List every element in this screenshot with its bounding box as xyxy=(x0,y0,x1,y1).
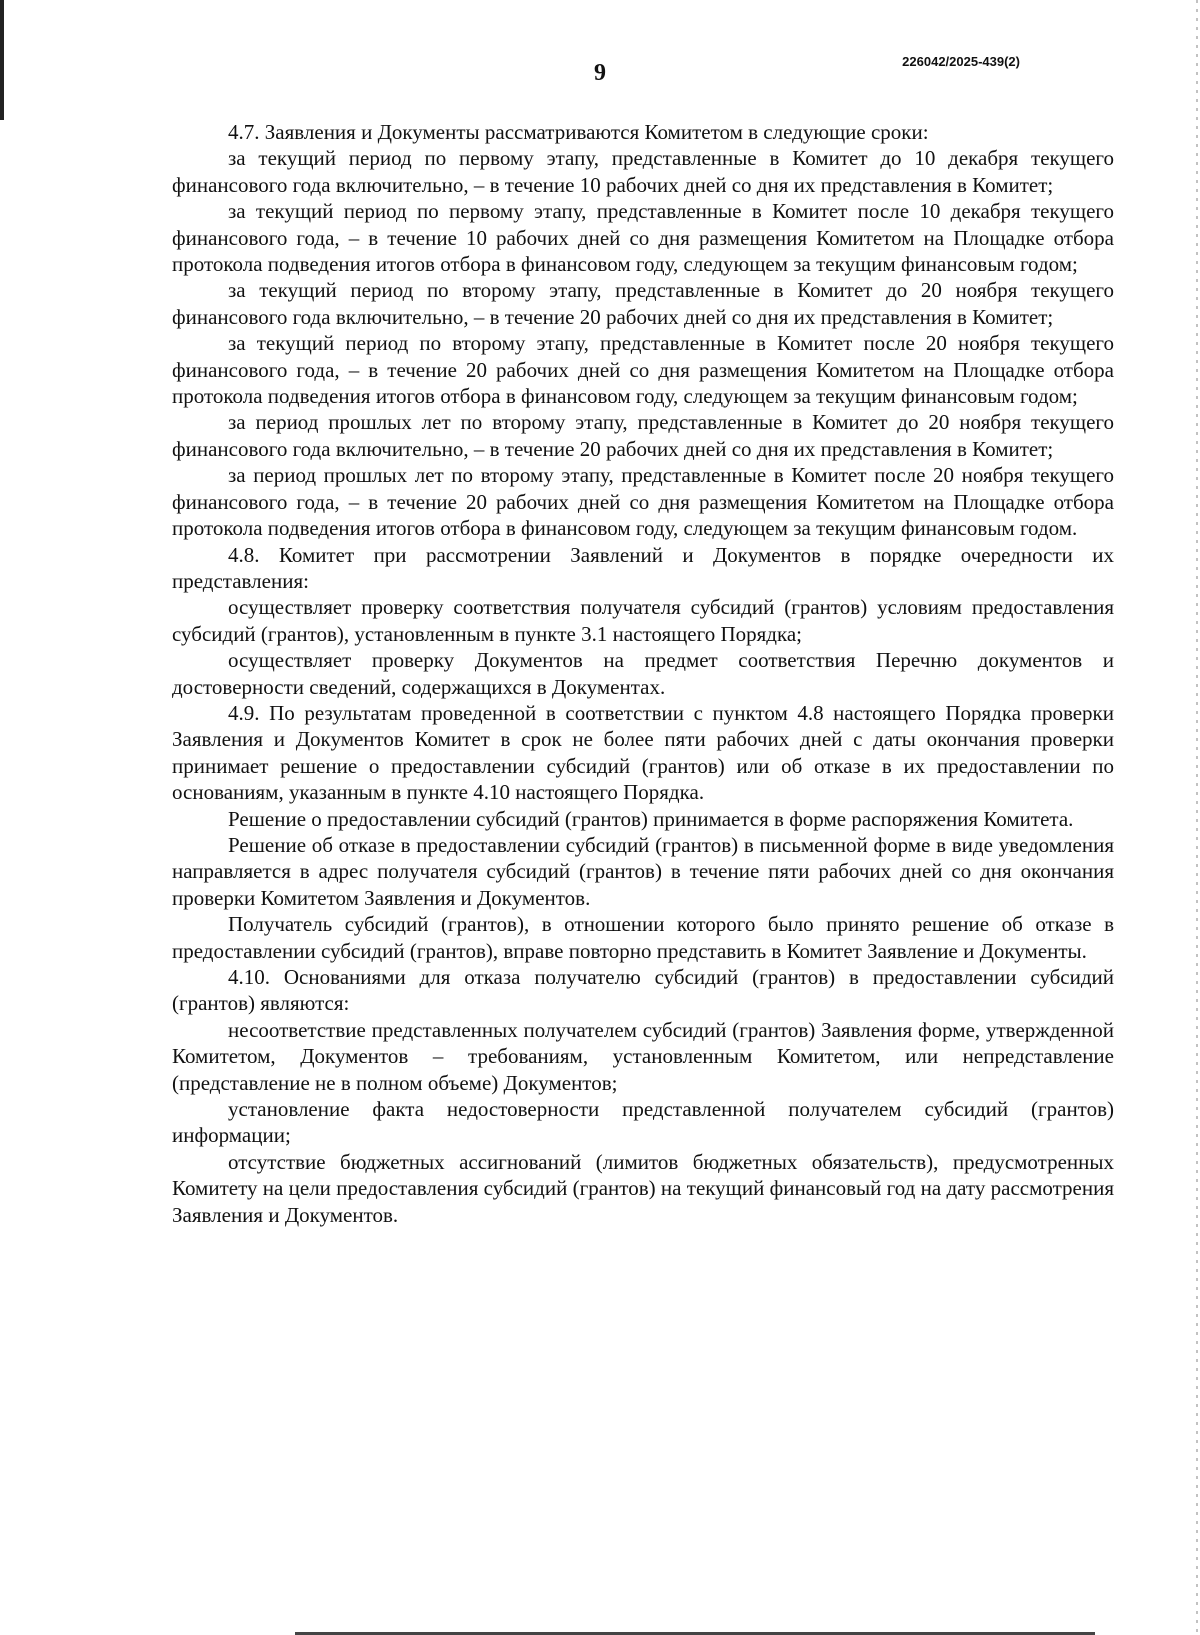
paragraph: за период прошлых лет по второму этапу, представленные в Комитет до 20 ноября текущего финансового года включительно, – в течение 20 рабочих дней со дня их представления в Комитет; xyxy=(172,410,1114,461)
document-code: 226042/2025-439(2) xyxy=(902,54,1020,69)
paragraph: отсутствие бюджетных ассигнований (лимитов бюджетных обязательств), предусмотренных Комитету на цели предоставления субсидий (грантов) на текущий финансовый год на дату рассмотрения Заявления и Документов. xyxy=(172,1149,1114,1227)
document-body xyxy=(172,119,1114,1228)
page-number: 9 xyxy=(594,60,606,86)
paragraph: несоответствие представленных получателем субсидий (грантов) Заявления форме, утвержденной Комитетом, Документов – требованиям, установленным Комитетом, или непредставление (представление не в полном объеме) Документов; xyxy=(172,1017,1114,1095)
paragraph-4-8: 4.8. Комитет при рассмотрении Заявлений и Документов в порядке очередности их представления: xyxy=(172,542,1114,593)
paragraph: осуществляет проверку соответствия получателя субсидий (грантов) условиям предоставления субсидий (грантов), установленным в пункте 3.1 настоящего Порядка; xyxy=(172,595,1114,646)
paragraph-4-10: 4.10. Основаниями для отказа получателю субсидий (грантов) в предоставлении субсидий (грантов) являются: xyxy=(172,965,1114,1016)
scan-left-edge xyxy=(0,0,4,120)
paragraph-4-7: 4.7. Заявления и Документы рассматриваются Комитетом в следующие сроки: xyxy=(228,120,929,144)
paragraph: Получатель субсидий (грантов), в отношении которого было принято решение об отказе в предоставлении субсидий (грантов), вправе повторно представить в Комитет Заявление и Документы. xyxy=(172,912,1114,963)
paragraph: за текущий период по первому этапу, представленные в Комитет до 10 декабря текущего финансового года включительно, – в течение 10 рабочих дней со дня их представления в Комитет; xyxy=(172,146,1114,197)
paragraph: за текущий период по второму этапу, представленные в Комитет до 20 ноября текущего финансового года включительно, – в течение 20 рабочих дней со дня их представления в Комитет; xyxy=(172,278,1114,329)
paragraph-4-9: 4.9. По результатам проведенной в соответствии с пунктом 4.8 настоящего Порядка проверки Заявления и Документов Комитет в срок не более пяти рабочих дней с даты окончания проверки принимает решение о предоставлении субсидий (грантов) или об отказе в их предоставлении по основаниям, указанным в пункте 4.10 настоящего Порядка. xyxy=(172,700,1114,805)
paragraph: Решение о предоставлении субсидий (грантов) принимается в форме распоряжения Комитета. xyxy=(228,806,1074,831)
paragraph: Решение об отказе в предоставлении субсидий (грантов) в письменной форме в виде уведомления направляется в адрес получателя субсидий (грантов) в течение пяти рабочих дней со дня окончания проверки Комитетом Заявления и Документов. xyxy=(172,832,1114,910)
paragraph: за текущий период по второму этапу, представленные в Комитет после 20 ноября текущего финансового года, – в течение 20 рабочих дней со дня размещения Комитетом на Площадке отбора протокола подведения итогов отбора в финансовом году, следующем за текущим финансовым годом; xyxy=(172,331,1114,409)
scan-right-edge xyxy=(1196,0,1198,1635)
paragraph: за период прошлых лет по второму этапу, представленные в Комитет после 20 ноября текущего финансового года, – в течение 20 рабочих дней со дня размещения Комитетом на Площадке отбора протокола подведения итогов отбора в финансовом году, следующем за текущим финансовым годом. xyxy=(172,463,1114,541)
paragraph: за текущий период по первому этапу, представленные в Комитет после 10 декабря текущего финансового года, – в течение 10 рабочих дней со дня размещения Комитетом на Площадке отбора протокола подведения итогов отбора в финансовом году, следующем за текущим финансовым годом; xyxy=(172,199,1114,277)
paragraph: осуществляет проверку Документов на предмет соответствия Перечню документов и достоверности сведений, содержащихся в Документах. xyxy=(172,648,1114,699)
paragraph: установление факта недостоверности представленной получателем субсидий (грантов) информации; xyxy=(172,1097,1114,1148)
